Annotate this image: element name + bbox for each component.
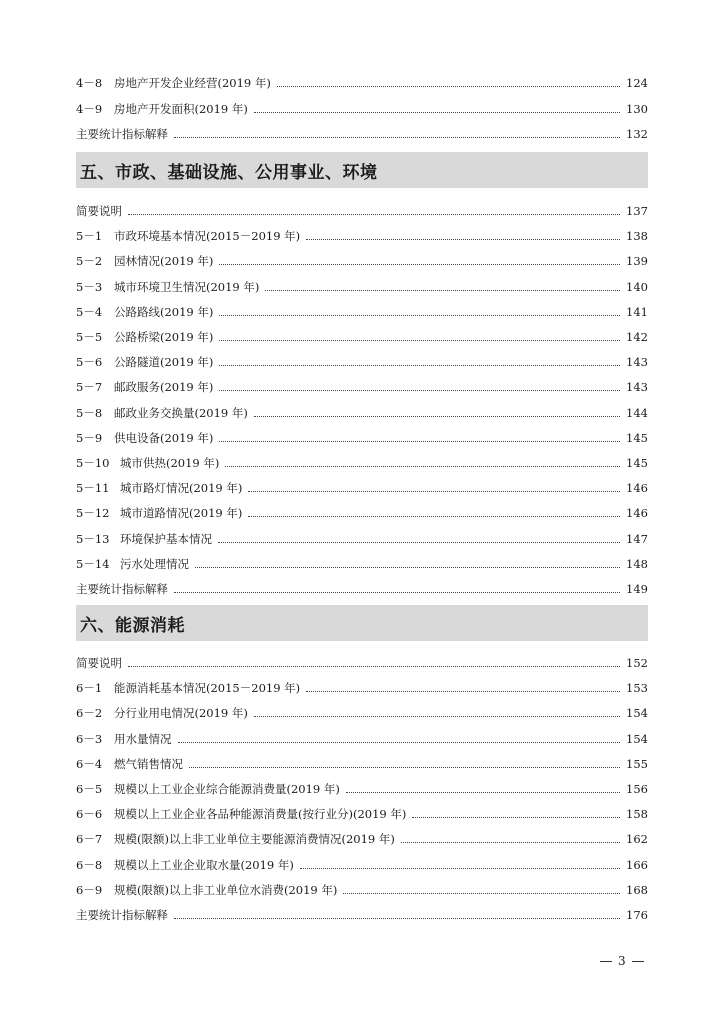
toc-entry[interactable] xyxy=(76,578,648,596)
toc-entry[interactable] xyxy=(76,528,648,546)
toc-entry-code: 5－9 xyxy=(76,430,103,445)
toc-entry[interactable] xyxy=(76,828,648,846)
toc-entry[interactable] xyxy=(76,427,648,445)
toc-entry-page: 152 xyxy=(626,656,648,670)
toc-entry-page: 156 xyxy=(626,782,648,796)
toc-entry-code: 6－8 xyxy=(76,857,103,872)
dot-leader xyxy=(219,365,620,366)
toc-entry-page: 154 xyxy=(626,706,648,721)
toc-entry-title: 简要说明 xyxy=(76,656,122,670)
toc-entry[interactable] xyxy=(76,402,648,420)
section-title: 五、市政、基础设施、公用事业、环境 xyxy=(80,162,378,183)
toc-entry-title: 分行业用电情况(2019 年) xyxy=(114,706,248,721)
toc-entry-page: 155 xyxy=(626,756,648,771)
toc-entry-code: 5－1 xyxy=(76,229,103,244)
dot-leader xyxy=(174,918,620,919)
dot-leader xyxy=(254,716,620,717)
toc-entry[interactable] xyxy=(76,803,648,821)
toc-entry[interactable] xyxy=(76,72,648,90)
toc-entry-title: 能源消耗基本情况(2015－2019 年) xyxy=(114,681,301,696)
dot-leader xyxy=(254,112,620,113)
toc-entry-page: 158 xyxy=(626,807,648,822)
toc-entry-title: 规模(限额)以上非工业单位主要能源消费情况(2019 年) xyxy=(114,832,395,847)
toc-entry-title: 城市供热(2019 年) xyxy=(120,456,220,470)
toc-entry[interactable] xyxy=(76,225,648,243)
toc-entry-page: 145 xyxy=(626,456,648,470)
toc-entry-page: 132 xyxy=(626,127,648,141)
toc-entry-page: 144 xyxy=(626,405,648,420)
toc-entry-page: 153 xyxy=(626,681,648,696)
toc-entry-page: 166 xyxy=(626,857,648,872)
dot-leader xyxy=(225,466,620,467)
toc-entry-page: 124 xyxy=(626,76,648,90)
dot-leader xyxy=(248,491,620,492)
toc-entry[interactable] xyxy=(76,376,648,394)
toc-entry-title: 公路路线(2019 年) xyxy=(114,304,214,319)
toc-entry-title: 规模(限额)以上非工业单位水消费(2019 年) xyxy=(114,882,338,897)
toc-entry-code: 5－8 xyxy=(76,405,103,420)
dot-leader xyxy=(178,742,621,743)
dot-leader xyxy=(346,792,620,793)
dot-leader xyxy=(174,592,620,593)
toc-entry-title: 规模以上工业企业综合能源消费量(2019 年) xyxy=(114,782,340,796)
toc-entry-code: 5－4 xyxy=(76,304,103,319)
toc-entry[interactable] xyxy=(76,123,648,141)
toc-entry-title: 简要说明 xyxy=(76,204,122,218)
dot-leader xyxy=(218,542,620,543)
toc-entry-code: 5－13 xyxy=(76,531,110,546)
toc-entry-title: 规模以上工业企业各品种能源消费量(按行业分)(2019 年) xyxy=(114,807,407,822)
dot-leader xyxy=(128,214,620,215)
toc-entry-page: 142 xyxy=(626,330,648,344)
toc-entry-code: 5－2 xyxy=(76,254,103,269)
dot-leader xyxy=(254,416,620,417)
footer-page-number: 3 xyxy=(618,954,626,968)
dot-leader xyxy=(412,817,620,818)
footer-dash-right xyxy=(632,961,644,962)
toc-entry-code: 4－8 xyxy=(76,76,103,90)
toc-entry-title: 城市道路情况(2019 年) xyxy=(120,506,243,521)
toc-entry[interactable] xyxy=(76,553,648,571)
toc-entry-title: 房地产开发面积(2019 年) xyxy=(114,101,248,116)
toc-entry-page: 146 xyxy=(626,481,648,496)
toc-entry[interactable] xyxy=(76,728,648,746)
section-header-5 xyxy=(76,152,648,188)
toc-entry[interactable] xyxy=(76,879,648,897)
toc-entry-title: 主要统计指标解释 xyxy=(76,582,168,596)
dot-leader xyxy=(219,315,620,316)
toc-entry[interactable] xyxy=(76,652,648,670)
section-header-6 xyxy=(76,605,648,641)
dot-leader xyxy=(219,390,620,391)
dot-leader xyxy=(343,893,620,894)
toc-entry-code: 6－3 xyxy=(76,731,103,746)
toc-entry[interactable] xyxy=(76,778,648,796)
toc-entry-page: 138 xyxy=(626,229,648,244)
toc-entry[interactable] xyxy=(76,250,648,268)
dot-leader xyxy=(219,264,620,265)
toc-entry-code: 5－3 xyxy=(76,279,103,294)
toc-entry-page: 130 xyxy=(626,101,648,116)
toc-entry-code: 6－1 xyxy=(76,681,103,696)
section-title: 六、能源消耗 xyxy=(80,615,185,636)
toc-entry-page: 140 xyxy=(626,279,648,294)
toc-entry-code: 5－12 xyxy=(76,506,110,521)
toc-entry-title: 市政环境基本情况(2015－2019 年) xyxy=(114,229,301,244)
toc-entry-title: 主要统计指标解释 xyxy=(76,908,168,922)
dot-leader xyxy=(248,516,620,517)
dot-leader xyxy=(128,666,620,667)
toc-entry-title: 污水处理情况 xyxy=(120,556,189,571)
toc-entry-page: 141 xyxy=(626,304,648,319)
toc-entry-title: 公路隧道(2019 年) xyxy=(114,355,214,370)
toc-entry-title: 主要统计指标解释 xyxy=(76,127,168,141)
toc-entry-title: 公路桥梁(2019 年) xyxy=(114,330,214,344)
toc-entry-code: 5－14 xyxy=(76,556,110,571)
toc-entry-code: 6－9 xyxy=(76,882,103,897)
toc-entry-page: 145 xyxy=(626,430,648,445)
toc-entry[interactable] xyxy=(76,301,648,319)
toc-entry-page: 143 xyxy=(626,380,648,395)
dot-leader xyxy=(306,239,620,240)
dot-leader xyxy=(277,86,620,87)
toc-entry[interactable] xyxy=(76,753,648,771)
toc-entry[interactable] xyxy=(76,351,648,369)
dot-leader xyxy=(306,691,620,692)
toc-entry-code: 4－9 xyxy=(76,101,103,116)
dot-leader xyxy=(189,767,620,768)
toc-entry-page: 176 xyxy=(626,908,648,922)
toc-entry-page: 147 xyxy=(626,531,648,546)
toc-entry-title: 燃气销售情况 xyxy=(114,756,183,771)
toc-entry[interactable] xyxy=(76,98,648,116)
toc-entry-title: 邮政服务(2019 年) xyxy=(114,380,214,395)
toc-entry-page: 162 xyxy=(626,832,648,847)
toc-entry-page: 149 xyxy=(626,582,648,596)
toc-entry-title: 城市环境卫生情况(2019 年) xyxy=(114,279,260,294)
toc-entry[interactable] xyxy=(76,702,648,720)
toc-entry-code: 5－7 xyxy=(76,380,103,395)
toc-entry[interactable] xyxy=(76,854,648,872)
toc-entry[interactable] xyxy=(76,477,648,495)
dot-leader xyxy=(265,290,620,291)
toc-entry-page: 137 xyxy=(626,204,648,218)
toc-entry-code: 6－4 xyxy=(76,756,103,771)
toc-entry[interactable] xyxy=(76,276,648,294)
toc-entry[interactable] xyxy=(76,326,648,344)
toc-entry-page: 146 xyxy=(626,506,648,521)
toc-entry-page: 143 xyxy=(626,355,648,370)
toc-entry-page: 139 xyxy=(626,254,648,269)
toc-entry-title: 园林情况(2019 年) xyxy=(114,254,214,269)
dot-leader xyxy=(195,567,620,568)
toc-entry-code: 5－5 xyxy=(76,330,103,344)
dot-leader xyxy=(174,137,620,138)
toc-entry[interactable] xyxy=(76,200,648,218)
toc-entry-title: 城市路灯情况(2019 年) xyxy=(120,481,243,496)
footer-dash-left xyxy=(600,961,612,962)
page-footer xyxy=(600,954,644,968)
toc-entry-code: 5－10 xyxy=(76,456,110,470)
toc-entry[interactable] xyxy=(76,677,648,695)
toc-entry-page: 154 xyxy=(626,731,648,746)
dot-leader xyxy=(219,340,620,341)
toc-entry[interactable] xyxy=(76,904,648,922)
toc-entry[interactable] xyxy=(76,452,648,470)
toc-entry-title: 供电设备(2019 年) xyxy=(114,430,214,445)
toc-entry-code: 6－2 xyxy=(76,706,103,721)
toc-entry[interactable] xyxy=(76,502,648,520)
toc-entry-title: 环境保护基本情况 xyxy=(120,531,212,546)
dot-leader xyxy=(300,868,620,869)
toc-entry-title: 邮政业务交换量(2019 年) xyxy=(114,405,248,420)
toc-entry-title: 用水量情况 xyxy=(114,731,172,746)
toc-entry-page: 148 xyxy=(626,556,648,571)
toc-entry-title: 房地产开发企业经营(2019 年) xyxy=(114,76,271,90)
dot-leader xyxy=(219,441,620,442)
toc-entry-code: 5－11 xyxy=(76,481,110,496)
toc-entry-title: 规模以上工业企业取水量(2019 年) xyxy=(114,857,294,872)
toc-entry-code: 6－6 xyxy=(76,807,103,822)
toc-entry-page: 168 xyxy=(626,882,648,897)
toc-entry-code: 5－6 xyxy=(76,355,103,370)
toc-entry-code: 6－5 xyxy=(76,782,103,796)
dot-leader xyxy=(401,842,620,843)
toc-entry-code: 6－7 xyxy=(76,832,103,847)
